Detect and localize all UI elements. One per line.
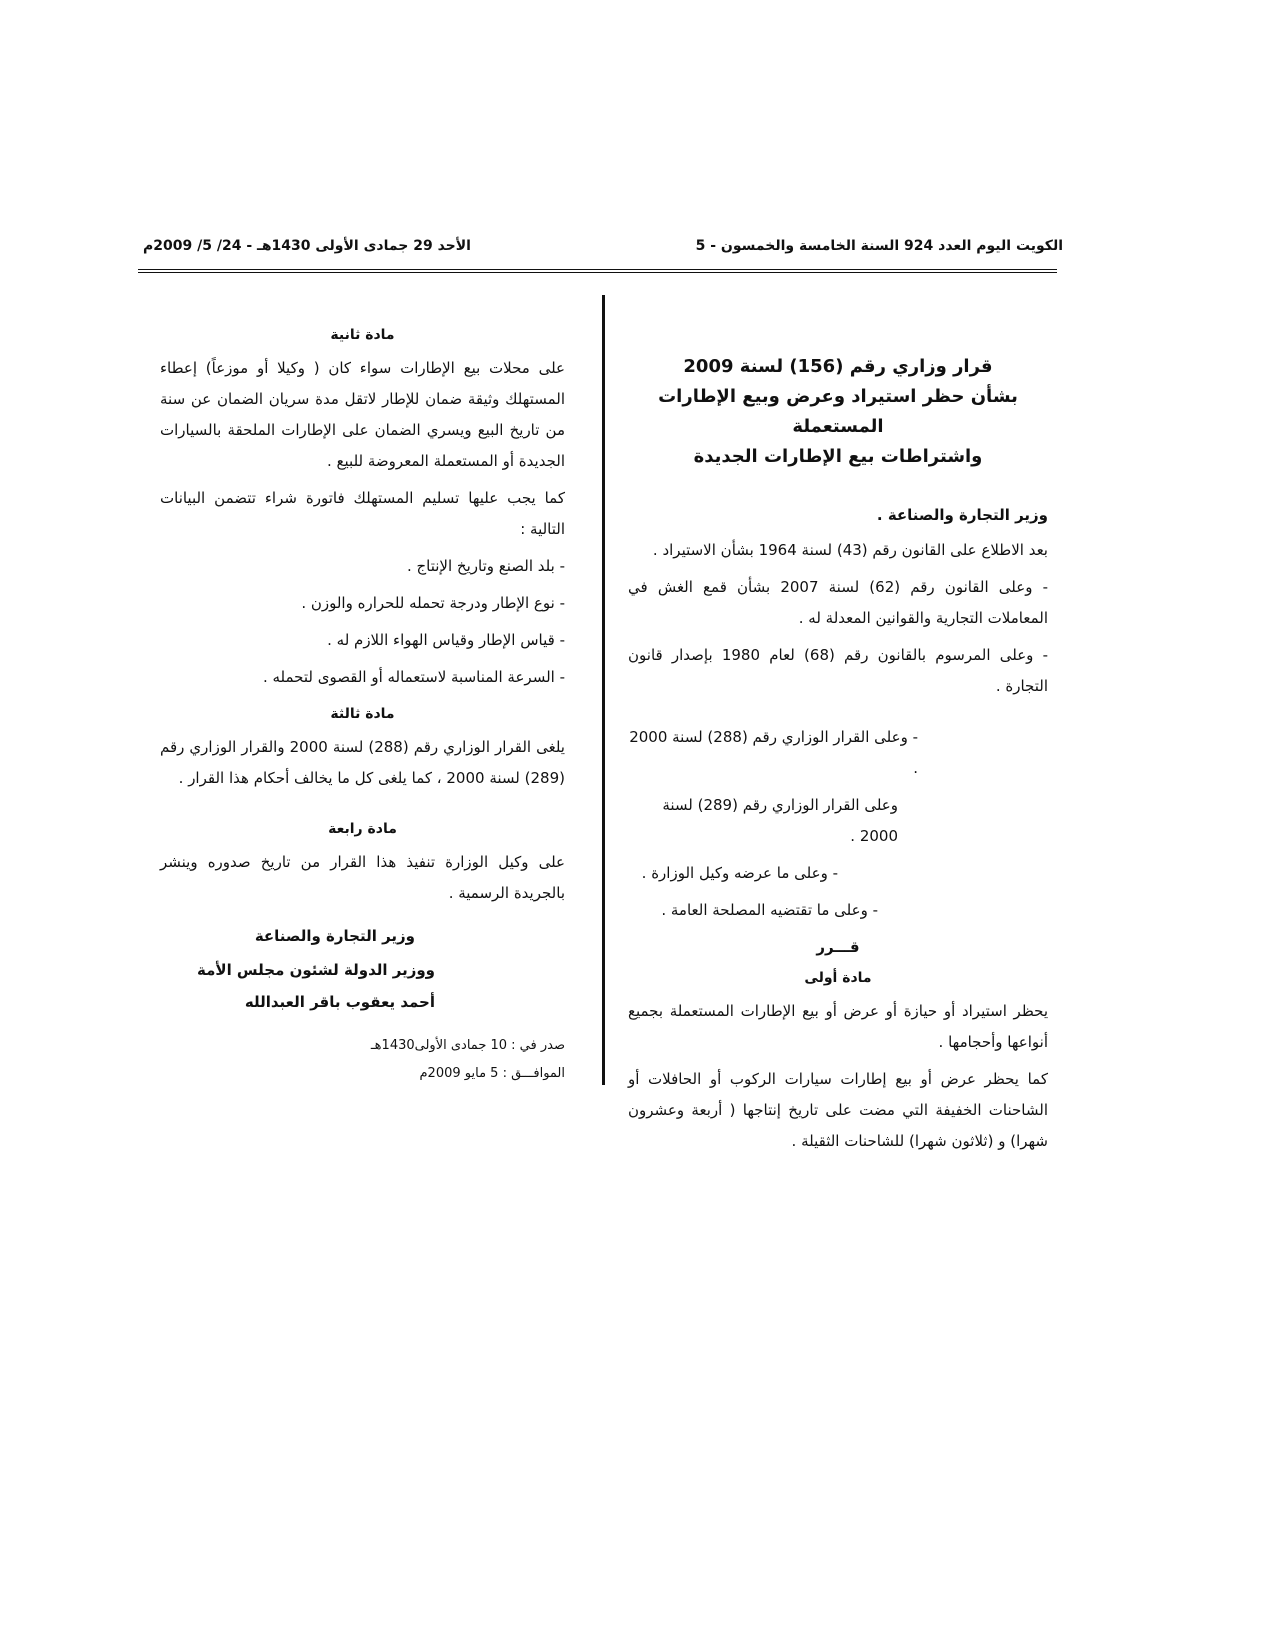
signature-block	[160, 919, 435, 987]
header-issue-info: الكويت اليوم العدد 924 السنة الخامسة والخمسون - 5	[695, 238, 1063, 254]
header-date: الأحد 29 جمادى الأولى 1430هـ - 24/ 5/ 2009م	[143, 238, 471, 254]
preamble-item: بعد الاطلاع على القانون رقم (43) لسنة 1964 بشأن الاستيراد .	[652, 541, 1048, 559]
column-divider	[602, 295, 605, 1085]
issue-date-gregorian: الموافـــق : 5 مايو 2009م	[419, 1066, 565, 1081]
decree-title-line-1: قرار وزاري رقم (156) لسنة 2009	[683, 356, 993, 377]
header-divider	[138, 269, 1057, 273]
right-column	[628, 320, 1048, 1163]
article-2-paragraph: كما يجب عليها تسليم المستهلك فاتورة شراء تتضمن البيانات التالية :	[160, 489, 565, 538]
article-2-list-item: - نوع الإطار ودرجة تحمله للحراره والوزن .	[301, 594, 565, 612]
issue-date-block	[160, 1032, 565, 1088]
article-2-list-item: - السرعة المناسبة لاستعماله أو القصوى لتحمله .	[262, 668, 565, 686]
signature-title-line: ووزير الدولة لشئون مجلس الأمة	[197, 961, 435, 979]
article-4-paragraph: على وكيل الوزارة تنفيذ هذا القرار من تاريخ صدوره وينشر بالجريدة الرسمية .	[160, 853, 565, 902]
decree-title-line-2: بشأن حظر استيراد وعرض وبيع الإطارات المستعملة	[658, 386, 1018, 437]
preamble-item: - وعلى ما تقتضيه المصلحة العامة .	[661, 901, 878, 919]
article-4-heading: مادة رابعة	[328, 821, 397, 837]
article-2-list-item: - قياس الإطار وقياس الهواء اللازم له .	[327, 631, 565, 649]
decree-title-line-3: واشتراطات بيع الإطارات الجديدة	[693, 446, 983, 467]
article-3-paragraph: يلغى القرار الوزاري رقم (288) لسنة 2000 والقرار الوزاري رقم (289) لسنة 2000 ، كما يلغى كل ما يخالف أحكام هذا القرار .	[160, 738, 565, 787]
article-3-heading: مادة ثالثة	[330, 706, 395, 722]
left-column	[160, 320, 565, 1088]
article-1-heading: مادة أولى	[804, 970, 872, 986]
preamble-item: - وعلى ما عرضه وكيل الوزارة .	[641, 864, 838, 882]
signature-name: أحمد يعقوب باقر العبدالله	[244, 993, 435, 1011]
preamble-item: وعلى القرار الوزاري رقم (289) لسنة 2000 .	[662, 796, 898, 845]
article-1-paragraph: يحظر استيراد أو حيازة أو عرض أو بيع الإطارات المستعملة بجميع أنواعها وأحجامها .	[628, 1002, 1048, 1051]
signature-title-line: وزير التجارة والصناعة	[254, 927, 415, 945]
article-2-paragraph: على محلات بيع الإطارات سواء كان ( وكيلا أو موزعاً) إعطاء المستهلك وثيقة ضمان للإطار لاتقل مدة سريان الضمان عن سنة من تاريخ البيع ويسري الضمان على الإطارات الملحقة بالسيارات الجديدة أو المستعملة المعروضة للبيع .	[160, 359, 565, 470]
decision-word: قـــرر	[816, 938, 860, 956]
decree-title	[628, 352, 1048, 472]
article-2-list-item: - بلد الصنع وتاريخ الإنتاج .	[406, 557, 565, 575]
issuing-minister: وزير التجارة والصناعة .	[876, 506, 1048, 524]
preamble-item: - وعلى القانون رقم (62) لسنة 2007 بشأن قمع الغش في المعاملات التجارية والقوانين المعدلة له .	[628, 578, 1048, 627]
article-2-heading: مادة ثانية	[330, 327, 395, 343]
preamble-item: - وعلى القرار الوزاري رقم (288) لسنة 2000 .	[629, 728, 918, 777]
article-1-paragraph: كما يحظر عرض أو بيع إطارات سيارات الركوب أو الحافلات أو الشاحنات الخفيفة التي مضت على تاريخ إنتاجها ( أربعة وعشرون شهرا) و (ثلاثون شهرا) للشاحنات الثقيلة .	[628, 1070, 1048, 1150]
preamble-item: - وعلى المرسوم بالقانون رقم (68) لعام 1980 بإصدار قانون التجارة .	[628, 646, 1048, 695]
issue-date-hijri: صدر في : 10 جمادى الأولى1430هـ	[370, 1038, 565, 1053]
